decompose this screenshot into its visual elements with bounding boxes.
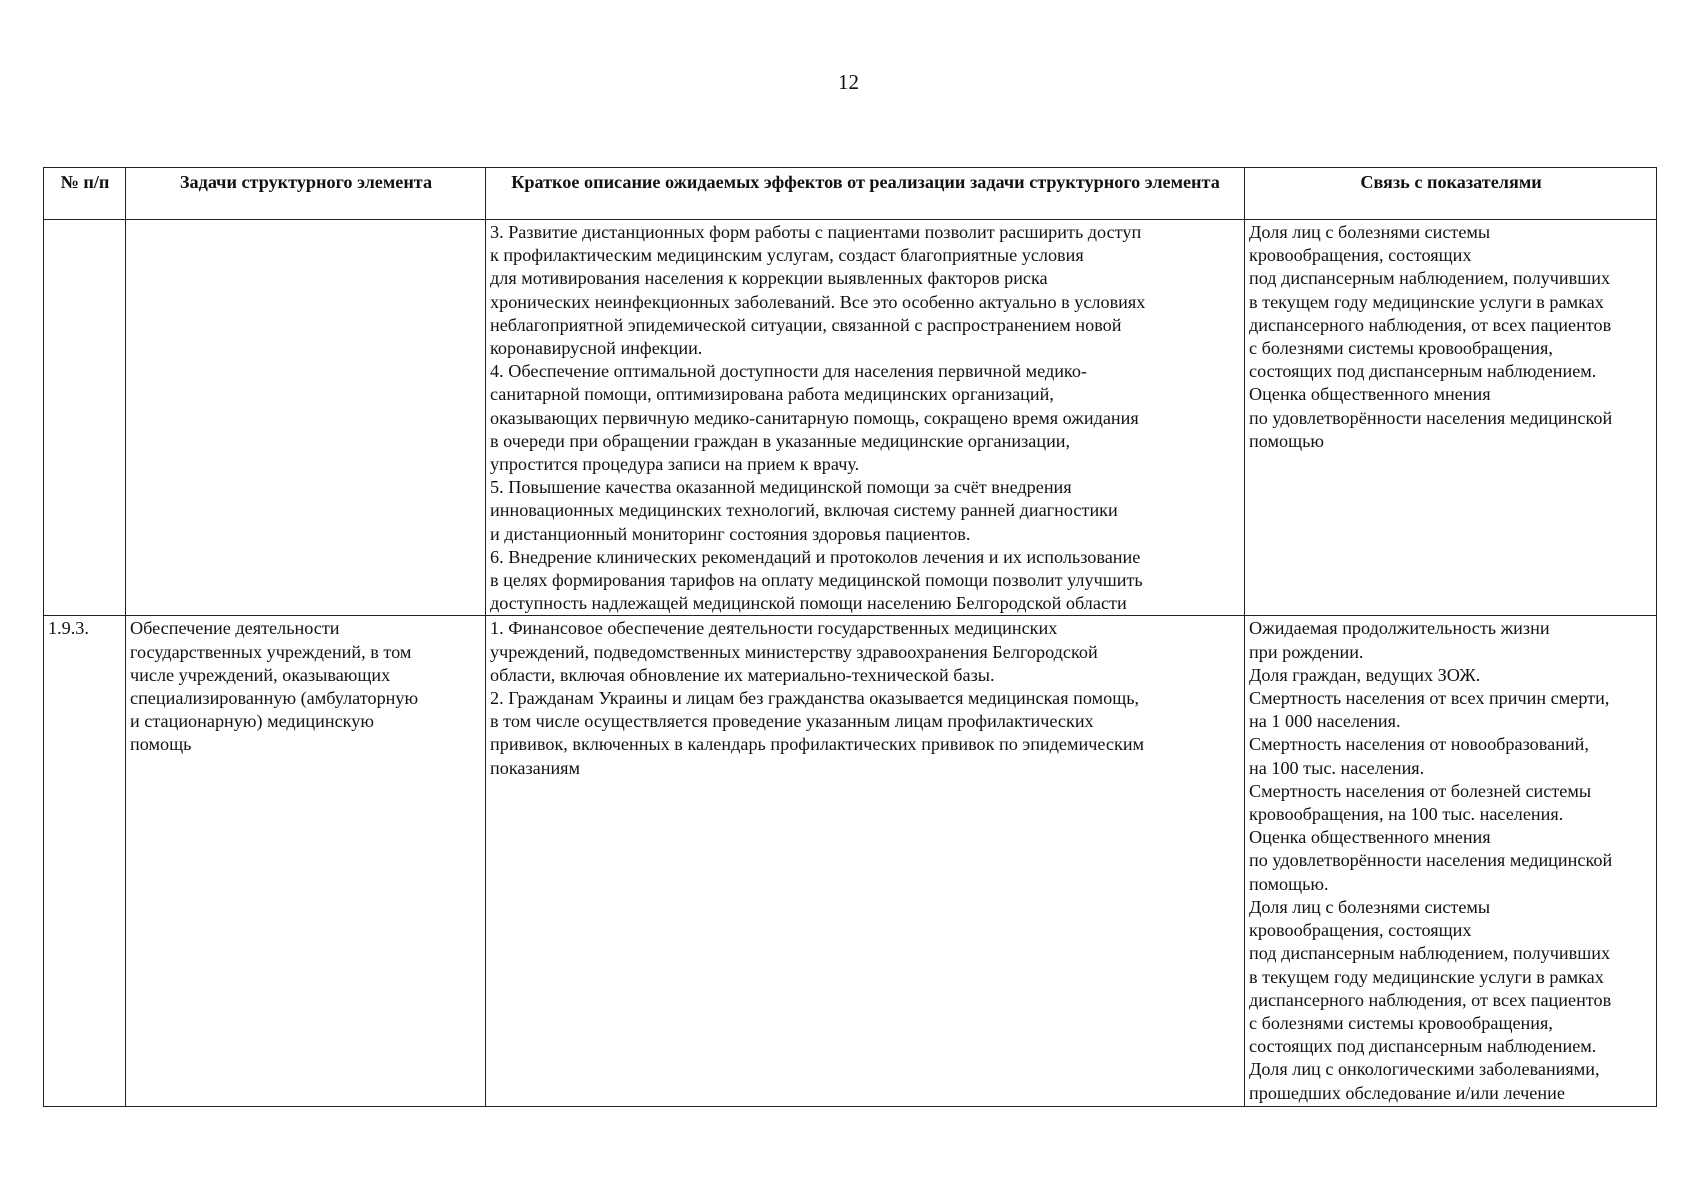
text-line: 5. Повышение качества оказанной медицинской помощи за счёт внедрения [490,477,1072,498]
text-line: 4. Обеспечение оптимальной доступности для населения первичной медико- [490,361,1087,382]
text-line: хронических неинфекционных заболеваний. Все это особенно актуально в условиях [490,291,1146,312]
text-line: в текущем году медицинские услуги в рамках [1249,291,1604,312]
text-line: Смертность населения от болезней системы [1249,780,1592,801]
page-number: 12 [838,70,859,94]
text-line: кровообращения, состоящих [1249,920,1472,941]
text-line: помощью [1249,430,1324,451]
cell-num [44,220,126,616]
text-line: по удовлетворённости населения медицинской [1249,407,1613,428]
text-line: специализированную (амбулаторную [130,688,419,709]
text-line: Доля граждан, ведущих ЗОЖ. [1249,664,1481,685]
text-line: диспансерного наблюдения, от всех пациентов [1249,314,1612,335]
text-line: для мотивирования населения к коррекции выявленных факторов риска [490,268,1048,289]
text-line: кровообращения, состоящих [1249,245,1472,266]
cell-indicators [1245,220,1657,616]
header-tasks: Задачи структурного элемента [126,168,486,220]
header-num: № п/п [44,168,126,220]
text-line: государственных учреждений, в том [130,641,412,662]
text-line: показаниям [490,757,581,778]
text-line: и стационарную) медицинскую [130,711,374,732]
text-line: области, включая обновление их материально-технической базы. [490,664,995,685]
text-line: помощью. [1249,873,1329,894]
text-line: оказывающих первичную медико-санитарную помощь, сокращено время ожидания [490,407,1139,428]
table-row [44,616,1657,1107]
text-line: неблагоприятной эпидемической ситуации, связанной с распространением новой [490,314,1122,335]
text-line: состоящих под диспансерным наблюдением. [1249,1036,1597,1057]
text-line: Оценка общественного мнения [1249,384,1491,405]
cell-tasks [126,220,486,616]
text-line: по удовлетворённости населения медицинской [1249,850,1613,871]
text-line: в очереди при обращении граждан в указанные медицинские организации, [490,430,1071,451]
measures-table [43,167,1657,1107]
text-line: числе учреждений, оказывающих [130,664,391,685]
text-line: доступность надлежащей медицинской помощи населению Белгородской области [490,593,1127,614]
text-line: 1. Финансовое обеспечение деятельности государственных медицинских [490,618,1058,639]
text-line: на 100 тыс. населения. [1249,757,1425,778]
cell-indicators [1245,616,1657,1107]
text-line: коронавирусной инфекции. [490,338,703,359]
text-line: 2. Гражданам Украины и лицам без гражданства оказывается медицинская помощь, [490,688,1140,709]
text-line: при рождении. [1249,641,1364,662]
text-line: в том числе осуществляется проведение указанным лицам профилактических [490,711,1094,732]
text-line: Доля лиц с болезнями системы [1249,896,1491,917]
text-line: кровообращения, на 100 тыс. населения. [1249,804,1564,825]
text-line: Смертность населения от всех причин смерти, [1249,688,1610,709]
text-line: инновационных медицинских технологий, включая систему ранней диагностики [490,500,1118,521]
cell-tasks [126,616,486,1107]
text-line: 6. Внедрение клинических рекомендаций и протоколов лечения и их использование [490,546,1141,567]
cell-effects [486,220,1245,616]
text-line: с болезнями системы кровообращения, [1249,1012,1553,1033]
cell-effects [486,616,1245,1107]
text-line: в текущем году медицинские услуги в рамках [1249,966,1604,987]
text-line: прививок, включенных в календарь профилактических прививок по эпидемическим [490,734,1145,755]
text-line: и дистанционный мониторинг состояния здоровья пациентов. [490,523,971,544]
text-line: Обеспечение деятельности [130,618,340,639]
text-line: под диспансерным наблюдением, получивших [1249,943,1611,964]
text-line: Оценка общественного мнения [1249,827,1491,848]
table-row [44,220,1657,616]
text-line: 3. Развитие дистанционных форм работы с пациентами позволит расширить доступ [490,222,1142,242]
text-line: учреждений, подведомственных министерству здравоохранения Белгородской [490,641,1098,662]
text-line: Доля лиц с онкологическими заболеваниями, [1249,1059,1600,1080]
table-header-row [44,168,1657,220]
text-line: Смертность населения от новообразований, [1249,734,1589,755]
text-line: Доля лиц с болезнями системы [1249,222,1491,242]
text-line: санитарной помощи, оптимизирована работа медицинских организаций, [490,384,1054,405]
text-line: прошедших обследование и/или лечение [1249,1082,1565,1103]
cell-num: 1.9.3. [44,616,126,1107]
text-line: диспансерного наблюдения, от всех пациентов [1249,989,1612,1010]
header-effects: Краткое описание ожидаемых эффектов от реализации задачи структурного элемента [486,168,1245,220]
text-line: упростится процедура записи на прием к врачу. [490,454,860,475]
text-line: к профилактическим медицинским услугам, создаст благоприятные условия [490,245,1084,266]
text-line: с болезнями системы кровообращения, [1249,338,1553,359]
text-line: Ожидаемая продолжительность жизни [1249,618,1550,639]
text-line: под диспансерным наблюдением, получивших [1249,268,1611,289]
text-line: помощь [130,734,192,755]
text-line: в целях формирования тарифов на оплату медицинской помощи позволит улучшить [490,570,1143,591]
text-line: состоящих под диспансерным наблюдением. [1249,361,1597,382]
header-indicators: Связь с показателями [1245,168,1657,220]
text-line: на 1 000 населения. [1249,711,1401,732]
